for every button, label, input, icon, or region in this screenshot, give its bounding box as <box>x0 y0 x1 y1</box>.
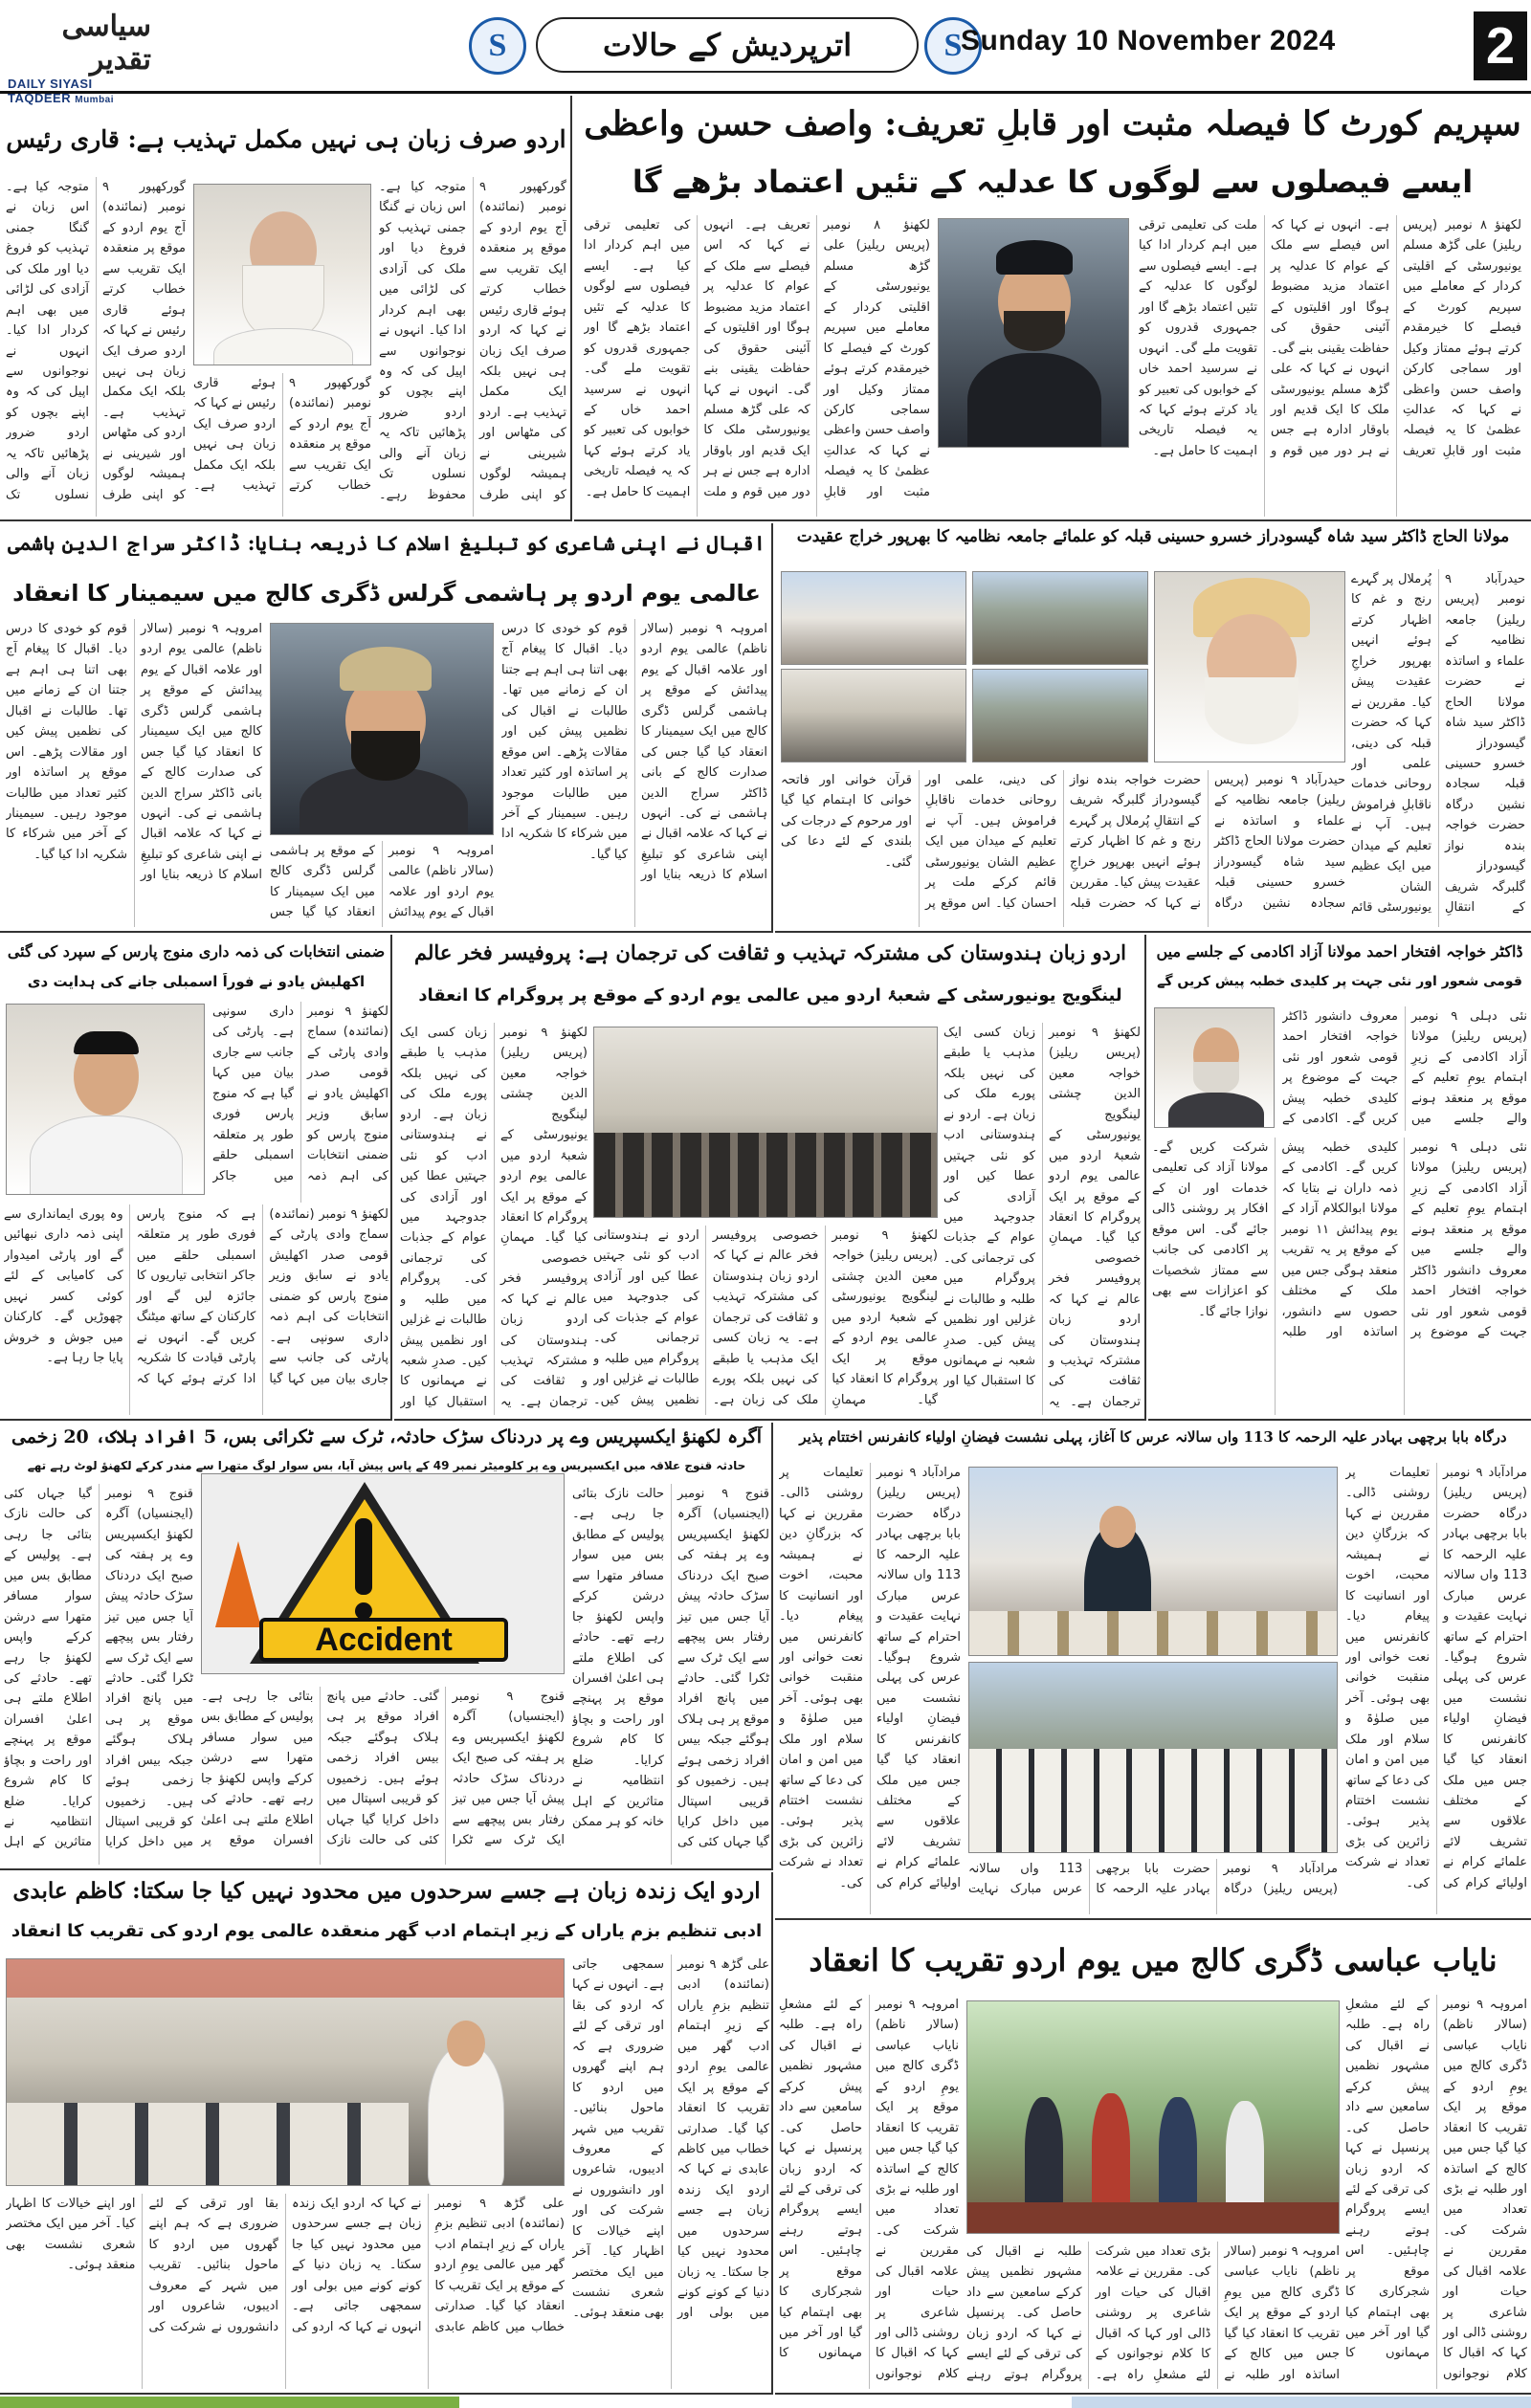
article-body-right: لکھنؤ ۹ نومبر (پریس ریلیز) خواجہ معین الدین چشتی لینگویج یونیورسٹی کے شعبۂ اردو میں عالمی یوم اردو کے موقع پر ایک پروگرام کا انعقاد کیا گیا۔ مہمانِ خصوصی پروفیسر فخر عالم نے کہا کہ اردو زبان ہندوستان کی مشترکہ تہذیب و ثقافت کی ترجمان ہے۔ یہ زبان کسی ایک مذہب یا طبقے کی نہیں بلکہ پورے ملک کی زبان ہے۔ اردو نے ہندوستانی ادب کو نئی جہتیں عطا کیں اور آزادی کی جدوجہد میں عوام کے جذبات کی ترجمانی کی۔ پروگرام میں طلبہ و طالبات نے غزلیں اور نظمیں پیش کیں۔ صدرِ شعبہ نے مہمانوں کا استقبال کیا اور <box>943 1026 1141 1409</box>
brand-city: Mumbai <box>75 95 115 105</box>
subheadline: عالمی یوم اردو پر ہاشمی گرلس ڈگری کالج میں سیمینار کا انعقاد <box>12 580 761 607</box>
article-body-left: امروہہ ۹ نومبر (سالار ناظم) نایاب عباسی ڈگری کالج میں یومِ اردو کے موقع پر ایک تقریب کا انعقاد کیا گیا جس میں کالج کے اساتذہ اور طلبہ نے بڑی تعداد میں شرکت کی۔ مقررین نے علامہ اقبال کی حیات اور شاعری پر روشنی ڈالی اور کہا کہ اقبال کا کلام نوجوانوں کے لئے مشعلِ راہ ہے۔ طلبہ نے اقبال کی مشہور نظمیں پیش کرکے سامعین سے داد حاصل کی۔ پرنسپل نے کہا کہ اردو زبان کی ترقی کے لئے ایسے پروگرام ہوتے رہنے چاہئیں۔ اس موقع پر شجرکاری کا بھی اہتمام کیا گیا اور آخر میں مہمانوں کا <box>779 1998 959 2381</box>
photo-manoj-paras <box>6 1004 205 1195</box>
article-body-mid: امروہہ ۹ نومبر (سالار ناظم) عالمی یوم اردو اور علامہ اقبال کے یوم پیدائش کے موقع پر ہاشمی گرلس ڈگری کالج میں ایک سیمینار کا انعقاد کیا گیا جس <box>270 844 494 920</box>
photo-bazm-e-yaran <box>6 1958 565 2186</box>
emblem-icon-right: S <box>924 17 982 75</box>
accident-graphic <box>201 1473 565 1674</box>
subheadline: حادثہ قنوج علاقہ میں ایکسپریس وے پر کلومیٹر نمبر 49 کے پاس پیش آیا، بس سوار لوگ متھرا سے مندر کرکے لکھنؤ لوٹ رہے تھے <box>27 1459 746 1472</box>
article-body-left: لکھنؤ ۹ نومبر (پریس ریلیز) خواجہ معین الدین چشتی لینگویج یونیورسٹی کے شعبۂ اردو میں عالمی یوم اردو کے موقع پر ایک پروگرام کا انعقاد کیا گیا۔ مہمانِ خصوصی پروفیسر فخر عالم نے کہا کہ اردو زبان ہندوستان کی مشترکہ تہذیب و ثقافت کی ترجمان ہے۔ یہ زبان کسی ایک مذہب یا طبقے کی نہیں بلکہ پورے ملک کی زبان ہے۔ اردو نے ہندوستانی ادب کو نئی جہتیں عطا کیں اور آزادی کی جدوجہد میں عوام کے جذبات کی ترجمانی کی۔ پروگرام میں طلبہ و طالبات نے غزلیں اور نظمیں پیش کیں۔ صدرِ شعبہ نے مہمانوں کا استقبال کیا اور <box>400 1026 588 1409</box>
article-body-mid: امروہہ ۹ نومبر (سالار ناظم) نایاب عباسی ڈگری کالج میں یومِ اردو کے موقع پر ایک تقریب کا انعقاد کیا گیا جس میں کالج کے اساتذہ اور طلبہ نے بڑی تعداد میں شرکت کی۔ مقررین نے علامہ اقبال کی حیات اور شاعری پر روشنی ڈالی اور کہا کہ اقبال کا کلام نوجوانوں کے لئے مشعلِ راہ ہے۔ طلبہ نے اقبال کی مشہور نظمیں پیش کرکے سامعین سے داد حاصل کی۔ پرنسپل نے کہا کہ اردو زبان کی ترقی کے لئے ایسے پروگرام ہوتے رہنے <box>966 2244 1340 2382</box>
photo-gathering-2 <box>781 571 966 665</box>
article-body-mid: گورکھپور ۹ نومبر (نمائندہ) آج یوم اردو کے موقع پر منعقدہ ایک تقریب سے خطاب کرتے ہوئے قاری رئیس نے کہا کہ اردو صرف ایک زبان ہی نہیں بلکہ ایک مکمل تہذیب ہے۔ <box>193 376 371 494</box>
headline: درگاہ بابا برچھی بہادر علیہ الرحمہ کا 113 واں سالانہ عرس کا آغاز، پہلی نشست فیضانِ اولیاء کانفرنس اختتام پذیر <box>799 1428 1507 1446</box>
subheadline: اکھلیش یادو نے فوراً اسمبلی جانے کی ہدایت دی <box>27 973 366 990</box>
issue-date: Sunday 10 November 2024 <box>961 25 1336 56</box>
page-number: 2 <box>1474 11 1527 80</box>
headline: ضمنی انتخابات کی ذمہ داری منوج پارس کے سپرد کی گئی <box>7 942 386 961</box>
article-body-right: امروہہ ۹ نومبر (سالار ناظم) عالمی یوم اردو اور علامہ اقبال کے یوم پیدائش کے موقع پر ہاشمی گرلس ڈگری کالج میں ایک سیمینار کا انعقاد کیا گیا جس کی صدارت کالج کے بانی ڈاکٹر سراج الدین ہاشمی نے کی۔ انہوں نے کہا کہ علامہ اقبال نے اپنی شاعری کو تبلیغِ اسلام کا ذریعہ بنایا اور قوم کو خودی کا درس دیا۔ اقبال کا پیغام آج بھی اتنا ہی اہم ہے جتنا ان کے زمانے میں تھا۔ طالبات نے اقبال کی نظمیں پیش کیں اور مقالات پڑھے۔ اس موقع پر اساتذہ اور کثیر تعداد میں طالبات موجود رہیں۔ سیمینار کے آخر میں شرکاء کا شکریہ ادا کیا گیا۔ <box>501 622 767 883</box>
article-body-mid: لکھنؤ ۹ نومبر (پریس ریلیز) خواجہ معین الدین چشتی لینگویج یونیورسٹی کے شعبۂ اردو میں عالمی یوم اردو کے موقع پر ایک پروگرام کا انعقاد کیا گیا۔ مہمانِ خصوصی پروفیسر فخر عالم نے کہا کہ اردو زبان ہندوستان کی مشترکہ تہذیب و ثقافت کی ترجمان ہے۔ یہ زبان کسی ایک مذہب یا طبقے کی نہیں بلکہ پورے ملک کی زبان ہے۔ اردو نے ہندوستانی ادب کو نئی جہتیں عطا کیں اور آزادی کی جدوجہد میں عوام کے جذبات کی ترجمانی کی۔ پروگرام میں طلبہ و طالبات نے غزلیں اور نظمیں پیش کیں۔ <box>593 1228 938 1407</box>
headline: آگرہ لکھنؤ ایکسپریس وے پر دردناک سڑک حادثہ، ٹرک سے ٹکرائی بس، 5 افراد ہلاک، 20 زخمی <box>11 1426 763 1447</box>
newspaper-logo <box>8 10 151 105</box>
article-body-mid: قنوج ۹ نومبر (ایجنسیاں) آگرہ لکھنؤ ایکسپریس وے پر ہفتہ کی صبح ایک دردناک سڑک حادثہ پیش آیا جس میں تیز رفتار بس پیچھے سے ایک ٹرک سے ٹکرا گئی۔ حادثے میں پانچ افراد موقع پر ہی ہلاک ہوگئے جبکہ بیس افراد زخمی ہوئے ہیں۔ زخمیوں کو قریبی اسپتال میں داخل کرایا گیا جہاں کئی کی حالت نازک بتائی جا رہی ہے۔ پولیس کے مطابق بس میں سوار مسافر متھرا سے درشن کرکے واپس لکھنؤ جا رہے تھے۔ حادثے کی اطلاع ملتے ہی اعلیٰ افسران موقع پر <box>201 1690 565 1848</box>
article-body-left: قنوج ۹ نومبر (ایجنسیاں) آگرہ لکھنؤ ایکسپریس وے پر ہفتہ کی صبح ایک دردناک سڑک حادثہ پیش آیا جس میں تیز رفتار بس پیچھے سے ایک ٹرک سے ٹکرا گئی۔ حادثے میں پانچ افراد موقع پر ہی ہلاک ہوگئے جبکہ بیس افراد زخمی ہوئے ہیں۔ زخمیوں کو قریبی اسپتال میں داخل کرایا گیا جہاں کئی کی حالت نازک بتائی جا رہی ہے۔ پولیس کے مطابق بس میں سوار مسافر متھرا سے درشن کرکے واپس لکھنؤ جا رہے تھے۔ حادثے کی اطلاع ملتے ہی اعلیٰ افسران موقع پر پہنچے اور راحت و بچاؤ کا کام شروع کرایا۔ ضلع انتظامیہ نے متاثرین کے اہل <box>4 1487 193 1850</box>
article-body-right: مرادآباد ۹ نومبر (پریس ریلیز) درگاہ حضرت بابا برچھی بہادر علیہ الرحمہ کا 113 واں سالانہ عرس مبارک نہایت عقیدت و احترام کے ساتھ شروع ہوگیا۔ عرس کی پہلی نشست میں فیضانِ اولیاء کانفرنس کا انعقاد کیا گیا جس میں ملک کے مختلف علاقوں سے تشریف لائے علمائے کرام نے اولیائے کرام کی تعلیمات پر روشنی ڈالی۔ مقررین نے کہا کہ بزرگانِ دین نے ہمیشہ محبت، اخوت اور انسانیت کا پیغام دیا۔ کانفرنس میں نعت خوانی اور منقبت خوانی بھی ہوئی۔ آخر میں صلوٰۃ و سلام اور ملک میں امن و امان کی دعا کے ساتھ نشست اختتام پذیر ہوئی۔ زائرین کی بڑی تعداد نے شرکت کی۔ <box>1345 1466 1527 1890</box>
photo-gathering-3 <box>972 669 1148 762</box>
photo-gathering-1 <box>972 571 1148 665</box>
subheadline: لینگویج یونیورسٹی کے شعبۂ اردو میں عالمی یوم اردو کے موقع پر پروگرام کا انعقاد <box>418 985 1122 1005</box>
headline: اردو ایک زندہ زبان ہے جسے سرحدوں میں محدود نہیں کیا جا سکتا: کاظم عابدی <box>12 1878 761 1904</box>
photo-sirajuddin-hashmi <box>270 623 494 835</box>
article-body-right: گورکھپور ۹ نومبر (نمائندہ) آج یوم اردو کے موقع پر منعقدہ ایک تقریب سے خطاب کرتے ہوئے قاری رئیس نے کہا کہ اردو صرف ایک زبان ہی نہیں بلکہ ایک مکمل تہذیب ہے۔ اردو کی مٹھاس اور شیرینی نے ہمیشہ لوگوں کو اپنی طرف متوجہ کیا ہے۔ اس زبان نے گنگا جمنی تہذیب کو فروغ دیا اور ملک کی آزادی کی لڑائی میں بھی اہم کردار ادا کیا۔ انہوں نے نوجوانوں سے اپیل کی کہ وہ اپنے بچوں کو اردو ضرور پڑھائیں تاکہ یہ زبان آنے والی نسلوں تک محفوظ رہے۔ <box>379 180 566 502</box>
photo-urs-stage <box>968 1467 1338 1656</box>
article-iqbal <box>0 523 773 933</box>
article-gesudaraz <box>775 523 1531 933</box>
article-supreme-court <box>574 96 1531 521</box>
photo-nayab-abbasi-college <box>966 2000 1340 2234</box>
brand-english: DAILY SIYASI TAQDEER <box>8 77 93 105</box>
photo-wasif-hasan <box>938 218 1129 448</box>
article-fakhr-alam <box>394 935 1146 1421</box>
emblem-icon-left: S <box>469 17 526 75</box>
photo-gesudaraz-portrait <box>1154 571 1345 762</box>
headline: مولانا الحاج ڈاکٹر سید شاہ گیسودراز خسرو حسینی قبلہ کو علمائے جامعہ نظامیہ کا بھرپور خراجِ عقیدت <box>796 527 1510 546</box>
article-body-right: لکھنؤ ۸ نومبر (پریس ریلیز) علی گڑھ مسلم یونیورسٹی کے اقلیتی کردار کے معاملے میں سپریم کورٹ کے فیصلے کا خیرمقدم کرتے ہوئے ممتاز وکیل اور سماجی کارکن واصف حسن واعظی نے کہا کہ عدالتِ عظمیٰ کا یہ فیصلہ مثبت اور قابلِ تعریف ہے۔ انہوں نے کہا کہ اس فیصلے سے ملک کے عوام کا عدلیہ پر اعتماد مزید مضبوط ہوگا اور اقلیتوں کے آئینی حقوق کی حفاظت یقینی بنے گی۔ انہوں نے کہا کہ علی گڑھ مسلم یونیورسٹی ملک کا ایک قدیم اور باوقار ادارہ ہے جس نے ہر دور میں قوم و ملت کی تعلیمی ترقی میں اہم کردار ادا کیا ہے۔ ایسے فیصلوں سے لوگوں کا عدلیہ کے تئیں اعتماد بڑھے گا اور جمہوری قدروں کو تقویت ملے گی۔ انہوں نے سرسید احمد خاں کے خوابوں کی تعبیر کو یاد کرتے ہوئے کہا کہ یہ فیصلہ تاریخی اہمیت کا حامل ہے۔ <box>1139 218 1521 458</box>
subheadline: ادبی تنظیم بزمِ یاراں کے زیرِ اہتمام ادب گھر منعقدہ عالمی یومِ اردو کی تقریب کا انعقاد <box>11 1921 763 1941</box>
article-body-bottom: حیدرآباد ۹ نومبر (پریس ریلیز) جامعہ نظامیہ کے علماء و اساتذہ نے حضرت مولانا الحاج ڈاکٹر سید شاہ گیسودراز خسرو حسینی قبلہ سجادہ نشین درگاہ حضرت خواجہ بندہ نواز گیسودراز گلبرگہ شریف کے انتقالِ پُرملال پر گہرے رنج و غم کا اظہار کرتے ہوئے انہیں بھرپور خراجِ عقیدت پیش کیا۔ مقررین نے کہا کہ حضرت قبلہ کی دینی، علمی اور روحانی خدمات ناقابلِ فراموش ہیں۔ آپ نے تعلیم کے میدان میں ایک عظیم الشان یونیورسٹی قائم کرکے ملت پر احسان کیا۔ اس موقع پر قرآن خوانی اور فاتحہ خوانی کا اہتمام کیا گیا اور مرحوم کے درجات کی بلندی کے لئے دعا کی گئی۔ <box>781 773 1345 911</box>
brand-urdu: سیاسی تقدیر <box>61 10 151 77</box>
article-body-mid: مرادآباد ۹ نومبر (پریس ریلیز) درگاہ حضرت بابا برچھی بہادر علیہ الرحمہ کا 113 واں سالانہ عرس مبارک نہایت <box>968 1862 1338 1897</box>
photo-qari-raees <box>193 184 371 365</box>
headline: نایاب عباسی ڈگری کالج میں یومِ اردو تقریب کا انعقاد <box>809 1942 1498 1978</box>
headline: اقبال نے اپنی شاعری کو تبلیغِ اسلام کا ذریعہ بنایا: ڈاکٹر سراج الدین ہاشمی <box>8 531 766 555</box>
article-body-left: مرادآباد ۹ نومبر (پریس ریلیز) درگاہ حضرت بابا برچھی بہادر علیہ الرحمہ کا 113 واں سالانہ عرس مبارک نہایت عقیدت و احترام کے ساتھ شروع ہوگیا۔ عرس کی پہلی نشست میں فیضانِ اولیاء کانفرنس کا انعقاد کیا گیا جس میں ملک کے مختلف علاقوں سے تشریف لائے علمائے کرام نے اولیائے کرام کی تعلیمات پر روشنی ڈالی۔ مقررین نے کہا کہ بزرگانِ دین نے ہمیشہ محبت، اخوت اور انسانیت کا پیغام دیا۔ کانفرنس میں نعت خوانی اور منقبت خوانی بھی ہوئی۔ آخر میں صلوٰۃ و سلام اور ملک میں امن و امان کی دعا کے ساتھ نشست اختتام پذیر ہوئی۔ زائرین کی بڑی تعداد نے شرکت کی۔ <box>779 1466 961 1890</box>
article-body-right: علی گڑھ ۹ نومبر (نمائندہ) ادبی تنظیم بزمِ یاراں کے زیرِ اہتمام ادب گھر میں عالمی یومِ اردو کے موقع پر ایک تقریب کا انعقاد کیا گیا۔ صدارتی خطاب میں کاظم عابدی نے کہا کہ اردو ایک زندہ زبان ہے جسے سرحدوں میں محدود نہیں کیا جا سکتا۔ یہ زبان دنیا کے کونے کونے میں بولی اور سمجھی جاتی ہے۔ انہوں نے کہا کہ اردو کی بقا اور ترقی کے لئے ضروری ہے کہ ہم اپنے گھروں میں اردو کا ماحول بنائیں۔ تقریب میں شہر کے معروف ادیبوں، شاعروں اور دانشوروں نے شرکت کی اور اپنے خیالات کا اظہار کیا۔ آخر میں ایک مختصر شعری نشست بھی منعقد ہوئی۔ <box>572 1957 769 2321</box>
footer-strip <box>0 2397 1531 2408</box>
article-body-bottom: علی گڑھ ۹ نومبر (نمائندہ) ادبی تنظیم بزمِ یاراں کے زیرِ اہتمام ادب گھر میں عالمی یومِ اردو کے موقع پر ایک تقریب کا انعقاد کیا گیا۔ صدارتی خطاب میں کاظم عابدی نے کہا کہ اردو ایک زندہ زبان ہے جسے سرحدوں میں محدود نہیں کیا جا سکتا۔ یہ زبان دنیا کے کونے کونے میں بولی اور سمجھی جاتی ہے۔ انہوں نے کہا کہ اردو کی بقا اور ترقی کے لئے ضروری ہے کہ ہم اپنے گھروں میں اردو کا ماحول بنائیں۔ تقریب میں شہر کے معروف ادیبوں، شاعروں اور دانشوروں نے شرکت کی اور اپنے خیالات کا اظہار کیا۔ آخر میں ایک مختصر شعری نشست بھی منعقد ہوئی۔ <box>6 2197 565 2334</box>
article-body-top: نئی دہلی ۹ نومبر (پریس ریلیز) مولانا آزاد اکادمی کے زیرِ اہتمام یومِ تعلیم کے موقع پر منعقد ہونے والے جلسے میں معروف دانشور ڈاکٹر خواجہ افتخار احمد قومی شعور اور نئی جہت کے موضوع پر کلیدی خطبہ پیش کریں گے۔ اکادمی کے <box>1282 1009 1527 1127</box>
article-body-left: امروہہ ۹ نومبر (سالار ناظم) عالمی یوم اردو اور علامہ اقبال کے یوم پیدائش کے موقع پر ہاشمی گرلس ڈگری کالج میں ایک سیمینار کا انعقاد کیا گیا جس کی صدارت کالج کے بانی ڈاکٹر سراج الدین ہاشمی نے کی۔ انہوں نے کہا کہ علامہ اقبال نے اپنی شاعری کو تبلیغِ اسلام کا ذریعہ بنایا اور قوم کو خودی کا درس دیا۔ اقبال کا پیغام آج بھی اتنا ہی اہم ہے جتنا ان کے زمانے میں تھا۔ طالبات نے اقبال کی نظمیں پیش کیں اور مقالات پڑھے۔ اس موقع پر اساتذہ اور کثیر تعداد میں طالبات موجود رہیں۔ سیمینار کے آخر میں شرکاء کا شکریہ ادا کیا گیا۔ <box>6 622 262 883</box>
masthead <box>0 0 1531 105</box>
article-khwaja-iftikhar <box>1148 935 1531 1421</box>
subheadline: ایسے فیصلوں سے لوگوں کا عدلیہ کے تئیں اعتماد بڑھے گا <box>632 164 1474 200</box>
accident-label: Accident <box>259 1618 508 1662</box>
article-body-bottom: نئی دہلی ۹ نومبر (پریس ریلیز) مولانا آزاد اکادمی کے زیرِ اہتمام یومِ تعلیم کے موقع پر منعقد ہونے والے جلسے میں معروف دانشور ڈاکٹر خواجہ افتخار احمد قومی شعور اور نئی جہت کے موضوع پر کلیدی خطبہ پیش کریں گے۔ اکادمی کے ذمہ داران نے بتایا کہ مولانا ابوالکلام آزاد کے یوم پیدائش ۱۱ نومبر کے موقع پر یہ تقریب منعقد ہوگی جس میں ملک کے مختلف حصوں سے دانشور، اساتذہ اور طلبہ شرکت کریں گے۔ مولانا آزاد کی تعلیمی خدمات اور ان کے افکار پر روشنی ڈالی جائے گی۔ اس موقع پر اکادمی کی جانب سے ممتاز شخصیات کو اعزازات سے بھی نوازا جائے گا۔ <box>1152 1140 1527 1339</box>
photo-khwaja-iftikhar <box>1154 1007 1275 1128</box>
article-body-top: لکھنؤ ۹ نومبر (نمائندہ) سماج وادی پارٹی کے قومی صدر اکھلیش یادو نے سابق وزیر منوج پارس کو ضمنی انتخابات کی اہم ذمہ داری سونپی ہے۔ پارٹی کی جانب سے جاری بیان میں کہا گیا ہے کہ منوج پارس فوری طور پر متعلقہ اسمبلی حلقے میں جاکر <box>212 1005 388 1183</box>
article-body-left: گورکھپور ۹ نومبر (نمائندہ) آج یوم اردو کے موقع پر منعقدہ ایک تقریب سے خطاب کرتے ہوئے قاری رئیس نے کہا کہ اردو صرف ایک زبان ہی نہیں بلکہ ایک مکمل تہذیب ہے۔ اردو کی مٹھاس اور شیرینی نے ہمیشہ لوگوں کو اپنی طرف متوجہ کیا ہے۔ اس زبان نے گنگا جمنی تہذیب کو فروغ دیا اور ملک کی آزادی کی لڑائی میں بھی اہم کردار ادا کیا۔ انہوں نے نوجوانوں سے اپیل کی کہ وہ اپنے بچوں کو اردو ضرور پڑھائیں تاکہ یہ زبان آنے والی نسلوں تک <box>6 180 186 502</box>
headline: سپریم کورٹ کا فیصلہ مثبت اور قابلِ تعریف: واصف حسن واعظی <box>584 104 1521 144</box>
article-dargah-urs <box>775 1423 1531 1920</box>
article-body-right: حیدرآباد ۹ نومبر (پریس ریلیز) جامعہ نظامیہ کے علماء و اساتذہ نے حضرت مولانا الحاج ڈاکٹر سید شاہ گیسودراز خسرو حسینی قبلہ سجادہ نشین درگاہ حضرت خواجہ بندہ نواز گیسودراز گلبرگہ شریف کے انتقالِ پُرملال پر گہرے رنج و غم کا اظہار کرتے ہوئے انہیں بھرپور خراجِ عقیدت پیش کیا۔ مقررین نے کہا کہ حضرت قبلہ کی دینی، علمی اور روحانی خدمات ناقابلِ فراموش ہیں۔ آپ نے تعلیم کے میدان میں ایک عظیم الشان یونیورسٹی قائم <box>1351 572 1525 915</box>
article-body-right: قنوج ۹ نومبر (ایجنسیاں) آگرہ لکھنؤ ایکسپریس وے پر ہفتہ کی صبح ایک دردناک سڑک حادثہ پیش آیا جس میں تیز رفتار بس پیچھے سے ایک ٹرک سے ٹکرا گئی۔ حادثے میں پانچ افراد موقع پر ہی ہلاک ہوگئے جبکہ بیس افراد زخمی ہوئے ہیں۔ زخمیوں کو قریبی اسپتال میں داخل کرایا گیا جہاں کئی کی حالت نازک بتائی جا رہی ہے۔ پولیس کے مطابق بس میں سوار مسافر متھرا سے درشن کرکے واپس لکھنؤ جا رہے تھے۔ حادثے کی اطلاع ملتے ہی اعلیٰ افسران موقع پر پہنچے اور راحت و بچاؤ کا کام شروع کرایا۔ ضلع انتظامیہ نے متاثرین کے اہل خانہ کو ہر ممکن <box>572 1487 769 1850</box>
article-body-bottom: لکھنؤ ۹ نومبر (نمائندہ) سماج وادی پارٹی کے قومی صدر اکھلیش یادو نے سابق وزیر منوج پارس کو ضمنی انتخابات کی اہم ذمہ داری سونپی ہے۔ پارٹی کی جانب سے جاری بیان میں کہا گیا ہے کہ منوج پارس فوری طور پر متعلقہ اسمبلی حلقے میں جاکر انتخابی تیاریوں کا جائزہ لیں گے اور کارکنان کے ساتھ میٹنگ کریں گے۔ انہوں نے پارٹی قیادت کا شکریہ ادا کرتے ہوئے کہا کہ وہ پوری ایمانداری سے اپنی ذمہ داری نبھائیں گے اور پارٹی امیدوار کی کامیابی کے لئے کوئی کسر نہیں چھوڑیں گے۔ کارکنان میں جوش و خروش پایا جا رہا ہے۔ <box>4 1207 388 1386</box>
headline: اردو زبان ہندوستان کی مشترکہ تہذیب و ثقافت کی ترجمان ہے: پروفیسر فخر عالم <box>414 940 1126 964</box>
edition-label: اترپردیش کے حالات <box>536 17 919 73</box>
headline: اردو صرف زبان ہی نہیں مکمل تہذیب ہے: قاری رئیس <box>6 125 566 153</box>
headline: ڈاکٹر خواجہ افتخار احمد مولانا آزاد اکادمی کے جلسے میں <box>1156 942 1523 961</box>
article-kazim-abidi <box>0 1872 773 2395</box>
photo-seminar-hall <box>593 1027 938 1218</box>
article-body-right: امروہہ ۹ نومبر (سالار ناظم) نایاب عباسی ڈگری کالج میں یومِ اردو کے موقع پر ایک تقریب کا انعقاد کیا گیا جس میں کالج کے اساتذہ اور طلبہ نے بڑی تعداد میں شرکت کی۔ مقررین نے علامہ اقبال کی حیات اور شاعری پر روشنی ڈالی اور کہا کہ اقبال کا کلام نوجوانوں کے لئے مشعلِ راہ ہے۔ طلبہ نے اقبال کی مشہور نظمیں پیش کرکے سامعین سے داد حاصل کی۔ پرنسپل نے کہا کہ اردو زبان کی ترقی کے لئے ایسے پروگرام ہوتے رہنے چاہئیں۔ اس موقع پر شجرکاری کا بھی اہتمام کیا گیا اور آخر میں مہمانوں کا <box>1345 1998 1527 2381</box>
subheadline: قومی شعور اور نئی جہت پر کلیدی خطبہ پیش کریں گے <box>1157 974 1522 989</box>
article-nayab-abbasi <box>775 1922 1531 2395</box>
photo-urs-audience <box>968 1662 1338 1853</box>
article-urdu-tehzeeb <box>0 96 572 521</box>
article-body-left: لکھنؤ ۸ نومبر (پریس ریلیز) علی گڑھ مسلم یونیورسٹی کے اقلیتی کردار کے معاملے میں سپریم کورٹ کے فیصلے کا خیرمقدم کرتے ہوئے ممتاز وکیل اور سماجی کارکن واصف حسن واعظی نے کہا کہ عدالتِ عظمیٰ کا یہ فیصلہ مثبت اور قابلِ تعریف ہے۔ انہوں نے کہا کہ اس فیصلے سے ملک کے عوام کا عدلیہ پر اعتماد مزید مضبوط ہوگا اور اقلیتوں کے آئینی حقوق کی حفاظت یقینی بنے گی۔ انہوں نے کہا کہ علی گڑھ مسلم یونیورسٹی ملک کا ایک قدیم اور باوقار ادارہ ہے جس نے ہر دور میں قوم و ملت کی تعلیمی ترقی میں اہم کردار ادا کیا ہے۔ ایسے فیصلوں سے لوگوں کا عدلیہ کے تئیں اعتماد بڑھے گا اور جمہوری قدروں کو تقویت ملے گی۔ انہوں نے سرسید احمد خاں کے خوابوں کی تعبیر کو یاد کرتے ہوئے کہا کہ یہ فیصلہ تاریخی اہمیت کا حامل ہے۔ <box>584 218 930 499</box>
photo-gathering-4 <box>781 669 966 762</box>
article-manoj-paras <box>0 935 392 1421</box>
